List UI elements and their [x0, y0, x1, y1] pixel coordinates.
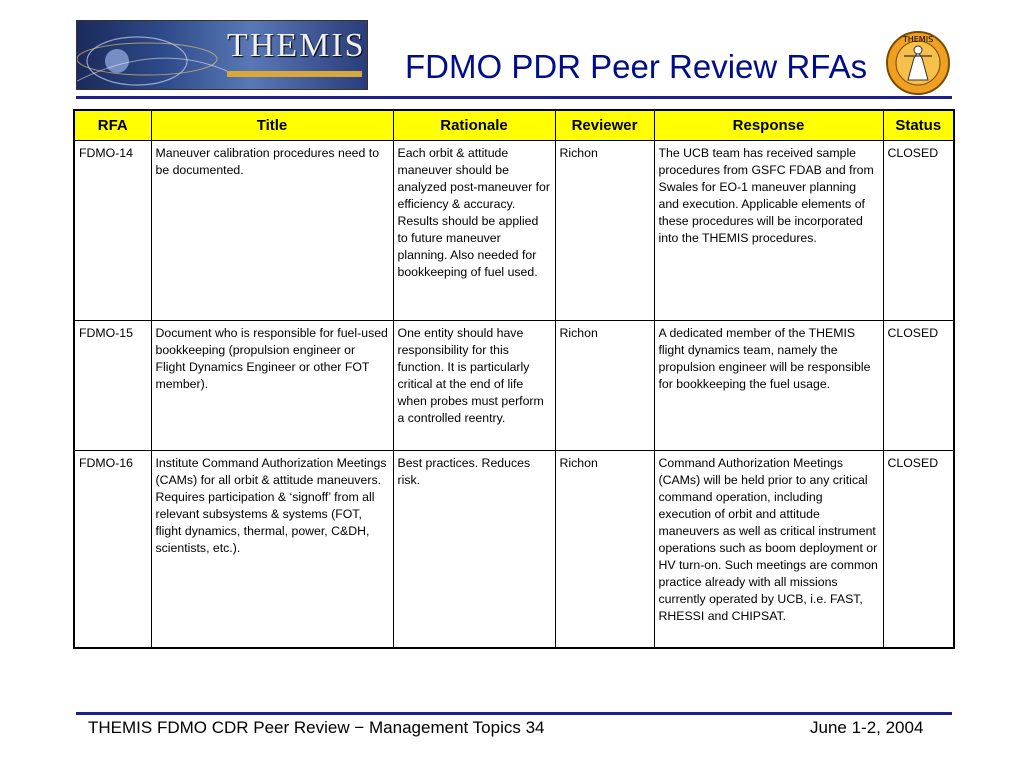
column-header-title: Title [151, 110, 393, 141]
themis-logo [76, 20, 368, 90]
cell-rationale: Best practices. Reduces risk. [393, 451, 555, 648]
logo-underline [227, 71, 362, 77]
cell-rfa: FDMO-16 [74, 451, 151, 648]
cell-reviewer: Richon [555, 321, 654, 451]
cell-rationale: One entity should have responsibility for this function. It is particularly critical at the end of life when probes must perform a controlled reentry. [393, 321, 555, 451]
cell-response: A dedicated member of the THEMIS flight dynamics team, namely the propulsion engineer will be responsible for bookkeeping the fuel usage. [654, 321, 883, 451]
column-header-reviewer: Reviewer [555, 110, 654, 141]
column-header-status: Status [883, 110, 954, 141]
cell-title: Maneuver calibration procedures need to be documented. [151, 141, 393, 321]
footer-rule [76, 712, 952, 715]
column-header-rfa: RFA [74, 110, 151, 141]
cell-response: The UCB team has received sample procedures from GSFC FDAB and from Swales for EO-1 maneuver planning and execution. Applicable elements of these procedures will be incorporated into the THEMIS procedures. [654, 141, 883, 321]
cell-rfa: FDMO-15 [74, 321, 151, 451]
column-header-rationale: Rationale [393, 110, 555, 141]
cell-reviewer: Richon [555, 141, 654, 321]
table-row [74, 451, 954, 648]
themis-seal-icon [884, 30, 952, 96]
cell-rfa: FDMO-14 [74, 141, 151, 321]
header-rule [76, 96, 952, 99]
cell-rationale: Each orbit & attitude maneuver should be analyzed post-maneuver for efficiency & accuracy. Results should be applied to future maneuver planning. Also needed for bookkeeping of fuel used. [393, 141, 555, 321]
seal-text: THEMIS [902, 35, 934, 44]
cell-status: CLOSED [883, 321, 954, 451]
cell-status: CLOSED [883, 141, 954, 321]
cell-status: CLOSED [883, 451, 954, 648]
logo-text: THEMIS [227, 27, 366, 64]
footer-date: June 1-2, 2004 [810, 718, 924, 737]
rfa-table [73, 109, 955, 649]
table-header-row [74, 110, 954, 141]
page-title: FDMO PDR Peer Review RFAs [405, 48, 868, 85]
cell-title: Institute Command Authorization Meetings (CAMs) for all orbit & attitude maneuvers. Requires participation & ‘signoff’ from all relevant subsystems & systems (FOT, flight dynamics, thermal, power, C&DH, scientists, etc.). [151, 451, 393, 648]
table-row [74, 141, 954, 321]
column-header-response: Response [654, 110, 883, 141]
footer-title: THEMIS FDMO CDR Peer Review − Management Topics 34 [88, 718, 545, 737]
table-row [74, 321, 954, 451]
cell-title: Document who is responsible for fuel-used bookkeeping (propulsion engineer or Flight Dynamics Engineer or other FOT member). [151, 321, 393, 451]
cell-reviewer: Richon [555, 451, 654, 648]
cell-response: Command Authorization Meetings (CAMs) will be held prior to any critical command operation, including execution of orbit and attitude maneuvers as well as critical instrument operations such as boom deployment or HV turn-on. Such meetings are common practice already with all missions currently operated by UCB, i.e. FAST, RHESSI and CHIPSAT. [654, 451, 883, 648]
